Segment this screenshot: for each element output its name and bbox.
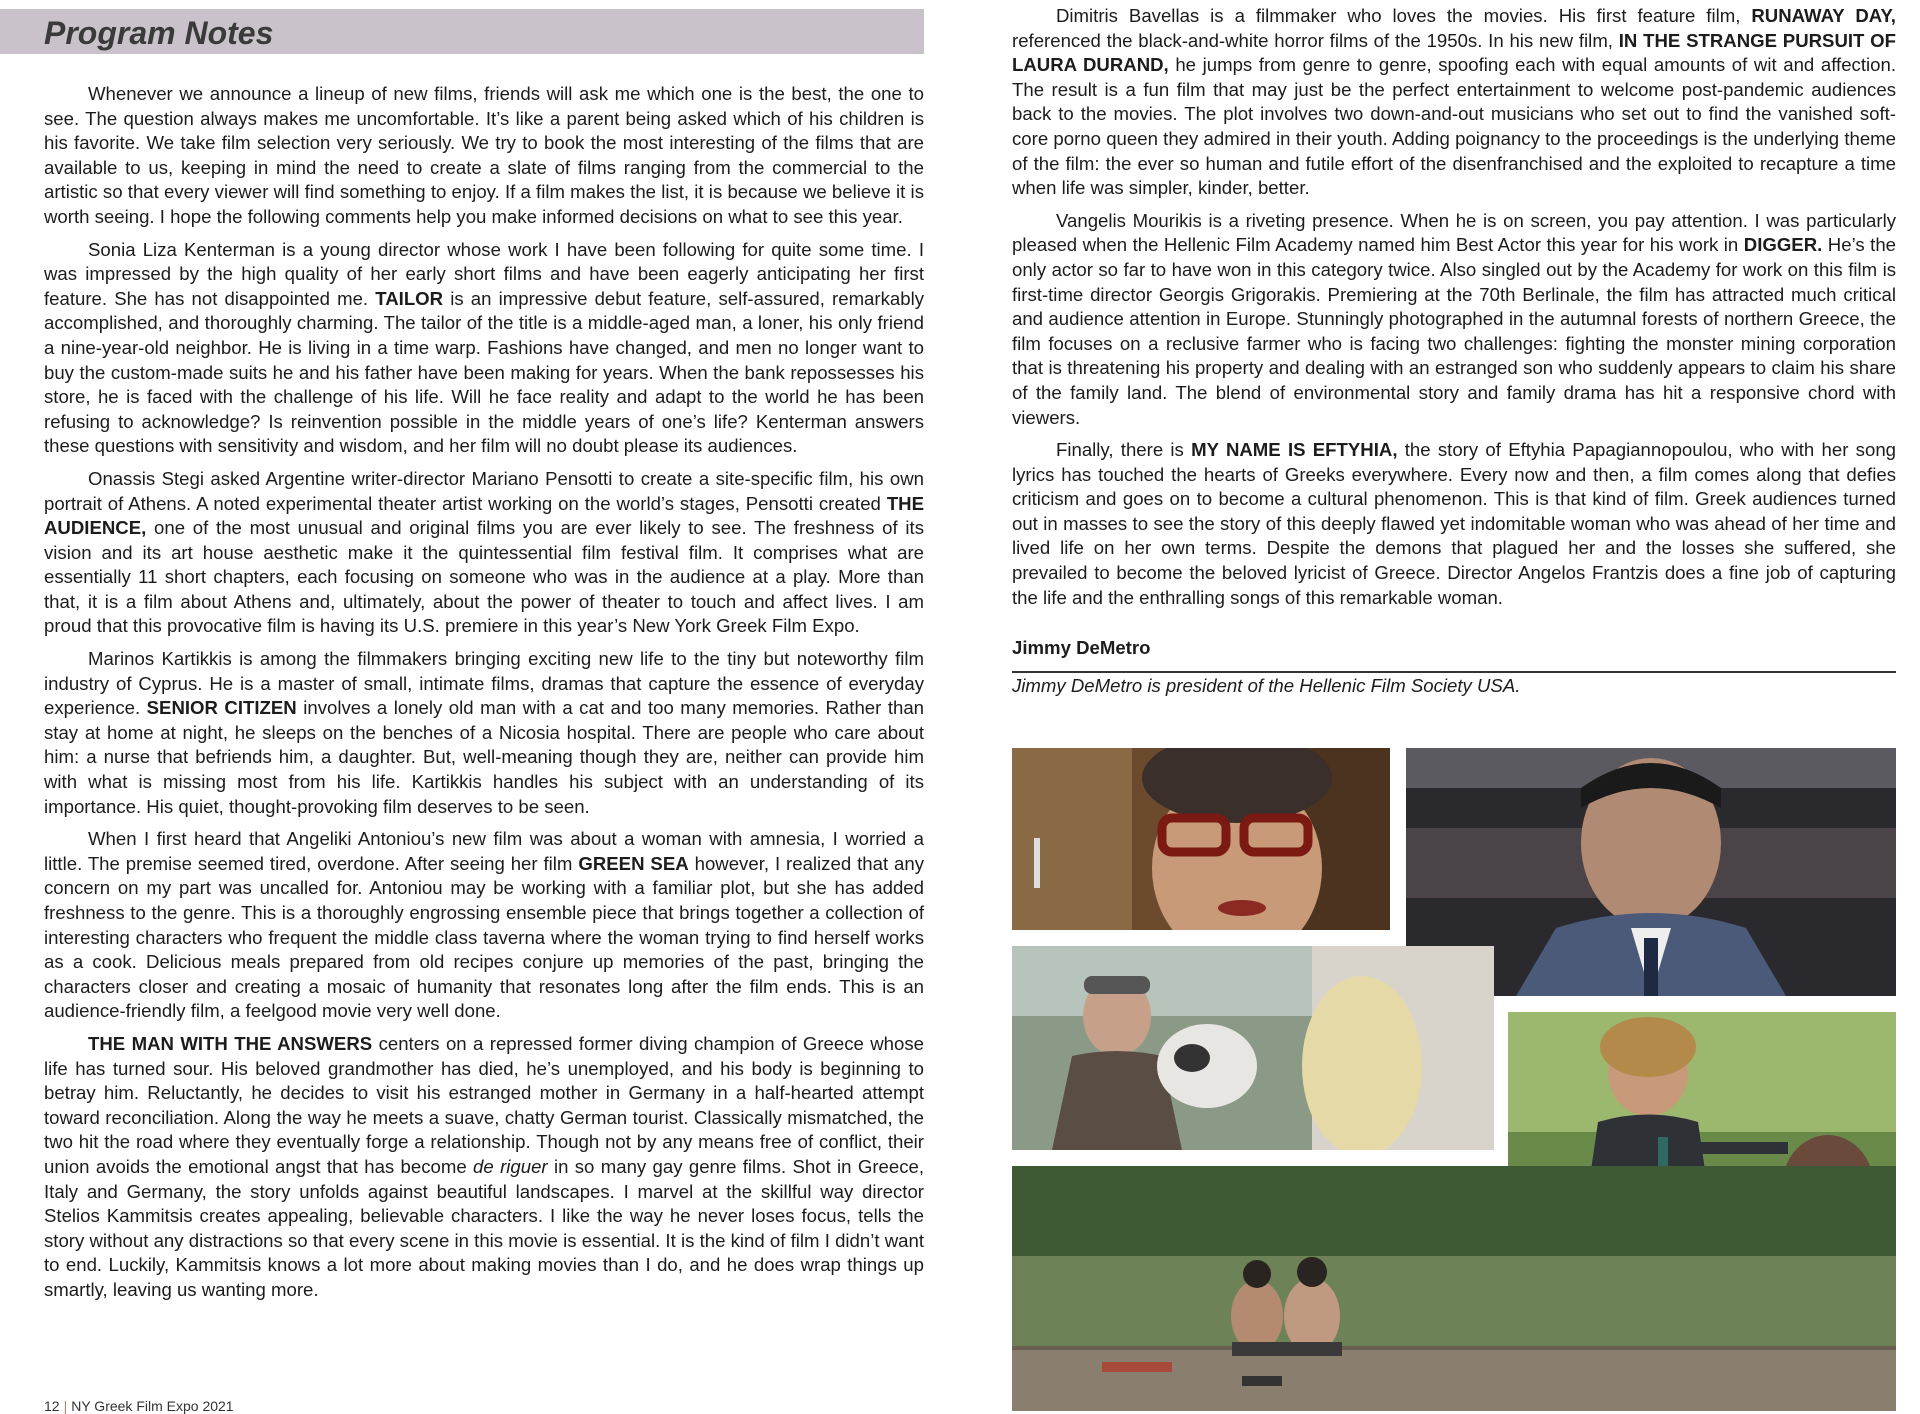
paragraph-man-with-answers: THE MAN WITH THE ANSWERS centers on a repressed former diving champion of Greece whose life has turned sour. His beloved grandmother has died, he’s unemployed, and his body is beginning to betray him. Reluctantly, he decides to visit his estranged mother in Germany in a half-hearted attempt toward reconciliation. Along the way he meets a suave, chatty German tourist. Classically mismatched, the two hit the road where they eventually forge a relationship. Though not by any means free of conflict, their union avoids the emotional angst that has become de riguer in so many gay genre films. Shot in Greece, Italy and Germany, the story unfolds against beautiful landscapes. I marvel at the skillful way director Stelios Kammitsis creates appealing, believable characters. I like the way he never loses focus, tells the story without any distractions so that every scene in this movie is essential. It is the kind of film I didn’t want to end. Luckily, Kammitsis knows a lot more about making movies than I do, and he does wrap things up smartly, leaving us wanting more. — [44, 1032, 925, 1300]
photo-old-man-dog — [1012, 946, 1494, 1150]
paragraph-green-sea: When I first heard that Angeliki Antoniou’s new film was about a woman with amnesia, I worried a little. The premise seemed tired, overdone. After seeing her film GREEN SEA however, I realized that any concern on my part was uncalled for. Antoniou may be working with a familiar plot, but she has added freshness to the genre. This is a thoroughly engrossing ensemble piece that brings together a collection of interesting characters who frequent the middle class taverna where the woman trying to find herself works as a cook. Delicious meals prepared from old recipes conjure up memories of the past, bringing the characters closer and creating a mosaic of humanity that resonates long after the film ends. This is an audience-friendly film, a feelgood movie very well done. — [44, 828, 925, 1022]
paragraph-eftyhia: Finally, there is MY NAME IS EFTYHIA, the story of Eftyhia Papagiannopoulou, who with her song lyrics has touched the hearts of Greeks everywhere. Every now and then, a film comes along that defies criticism and goes on to become a cultural phenomenon. This is that kind of film. Greek audiences turned out in masses to see the story of this deeply flawed yet indomitable woman who was ahead of her time and lived life on her own terms. Despite the demons that plagued her and the losses she suffered, she prevailed to become the beloved lyricist of Greece. Director Angelos Frantzis does a fine job of capturing the life and the enthralling songs of this remarkable woman. — [1012, 439, 1896, 608]
header-bar — [0, 9, 924, 54]
film-title-the-audience: THE AUDIENCE, — [44, 492, 925, 539]
paragraph-digger: Vangelis Mourikis is a riveting presence. When he is on screen, you pay attention. I was particularly pleased when the Hellenic Film Academy named him Best Actor this year for his work in DIGGER. He’s the only actor so far to have won in this category twice. Also singled out by the Academy for work on this film is first-time director Georgis Grigorakis. Premiering at the 70th Berlinale, the film has attracted much critical and audience attention in Europe. Stunningly photographed in the autumnal forests of northern Greece, the film focuses on a reclusive farmer who is facing two challenges: fighting the monster mining corporation that is threatening his property and dealing with an estranged son who suddenly appears to claim his share of the family land. The blend of environmental story and family drama has hit a responsive chord with viewers. — [1012, 209, 1897, 428]
author-name: Jimmy DeMetro — [1012, 637, 1151, 658]
paragraph-the-audience: Onassis Stegi asked Argentine writer-director Mariano Pensotti to create a site-specific film, his own portrait of Athens. A noted experimental theater artist working on the world’s stages, Pensotti created THE AUDIENCE, one of the most unusual and original films you are ever likely to see. The freshness of its vision and its art house aesthetic make it the quintessential film festival film. It comprises what are essentially 11 short chapters, each focusing on someone who was in the audience at a play. More than that, it is a film about Athens and, ultimately, about the power of theater to touch and affect lives. I am proud that this provocative film is having its U.S. premiere in this year’s New York Greek Film Expo. — [44, 467, 925, 637]
right-column — [1012, 4, 1896, 618]
paragraph-senior-citizen: Marinos Kartikkis is among the filmmakers bringing exciting new life to the tiny but noteworthy film industry of Cyprus. He is a master of small, intimate films, dramas that capture the essence of everyday experience. SENIOR CITIZEN involves a lonely old man with a cat and too many memories. Rather than stay at home at night, he sleeps on the benches of a Nicosia hospital. There are people who care about him: a nurse that befriends him, a daughter. But, well-meaning though they are, neither can provide him with what is missing most from his life. Kartikkis handles his subject with an understanding of its importance. His quiet, thought-provoking film deserves to be seen. — [44, 648, 925, 817]
film-title-runaway-day: RUNAWAY DAY, — [1751, 5, 1896, 26]
photo-men-by-lake — [1012, 1166, 1896, 1411]
film-title-green-sea: GREEN SEA — [578, 852, 689, 874]
page-number: 12 — [44, 1398, 60, 1414]
paragraph-tailor: Sonia Liza Kenterman is a young director whose work I have been following for quite some time. I was impressed by the high quality of her early short films and have been eagerly anticipating her first feature. She has not disappointed me. TAILOR is an impressive debut feature, self-assured, remarkably accomplished, and thoroughly charming. The tailor of the title is a middle-aged man, a loner, his only friend a nine-year-old neighbor. He is living in a time warp. Fashions have changed, and men no longer want to buy the custom-made suits he and his father have been making for years. When the bank repossesses his store, he is faced with the challenge of his life. Will he face reality and adapt to the world he has been refusing to acknowledge? Is reinvention possible in the middle years of one’s life? Kenterman answers these questions with sensitivity and wisdom, and her film will no doubt please its audiences. — [44, 238, 924, 457]
author-bio: Jimmy DeMetro is president of the Hellenic Film Society USA. — [1012, 675, 1521, 696]
film-title-laura-durand: IN THE STRANGE PURSUIT OF LAURA DURAND, — [1012, 29, 1896, 76]
page-title: Program Notes — [44, 15, 274, 51]
paragraph-laura-durand: Dimitris Bavellas is a filmmaker who loves the movies. His first feature film, RUNAWAY DAY, referenced the black-and-white horror films of the 1950s. In his new film, IN THE STRANGE PURSUIT OF LAURA DURAND, he jumps from genre to genre, spoofing each with equal amounts of wit and affection. The result is a fun film that may just be the perfect entertainment to welcome post-pandemic audiences back to the movies. The plot involves two down-and-out musicians who set out to find the vanished soft-core porno queen they admired in their youth. Adding poignancy to the proceedings is the underlying theme of the film: the ever so human and futile effort of the disenfranchised and the exploited to recapture a time when life was simpler, kinder, better. — [1012, 5, 1896, 199]
film-title-eftyhia: MY NAME IS EFTYHIA, — [1191, 439, 1398, 461]
photo-woman-glasses — [1012, 748, 1390, 930]
publication-name: NY Greek Film Expo 2021 — [71, 1398, 234, 1414]
footer-separator: | — [63, 1398, 68, 1414]
page-footer — [44, 1398, 234, 1414]
film-title-digger: DIGGER. — [1743, 234, 1823, 256]
film-title-senior-citizen: SENIOR CITIZEN — [146, 697, 297, 719]
film-title-tailor: TAILOR — [375, 287, 444, 309]
author-divider — [1012, 671, 1896, 673]
left-column — [44, 82, 924, 1311]
paragraph-intro: Whenever we announce a lineup of new films, friends will ask me which one is the best, the one to see. The question always makes me uncomfortable. It’s like a parent being asked which of his children is his favorite. We take film selection very seriously. We try to book the most interesting of the films that are available to us, keeping in mind the need to create a slate of films ranging from the commercial to the artistic so that every viewer will find something to enjoy. If a film makes the list, it is because we believe it is worth seeing. I hope the following comments help you make informed decisions on what to see this year. — [44, 83, 924, 227]
film-title-man-with-answers: THE MAN WITH THE ANSWERS — [88, 1032, 373, 1054]
